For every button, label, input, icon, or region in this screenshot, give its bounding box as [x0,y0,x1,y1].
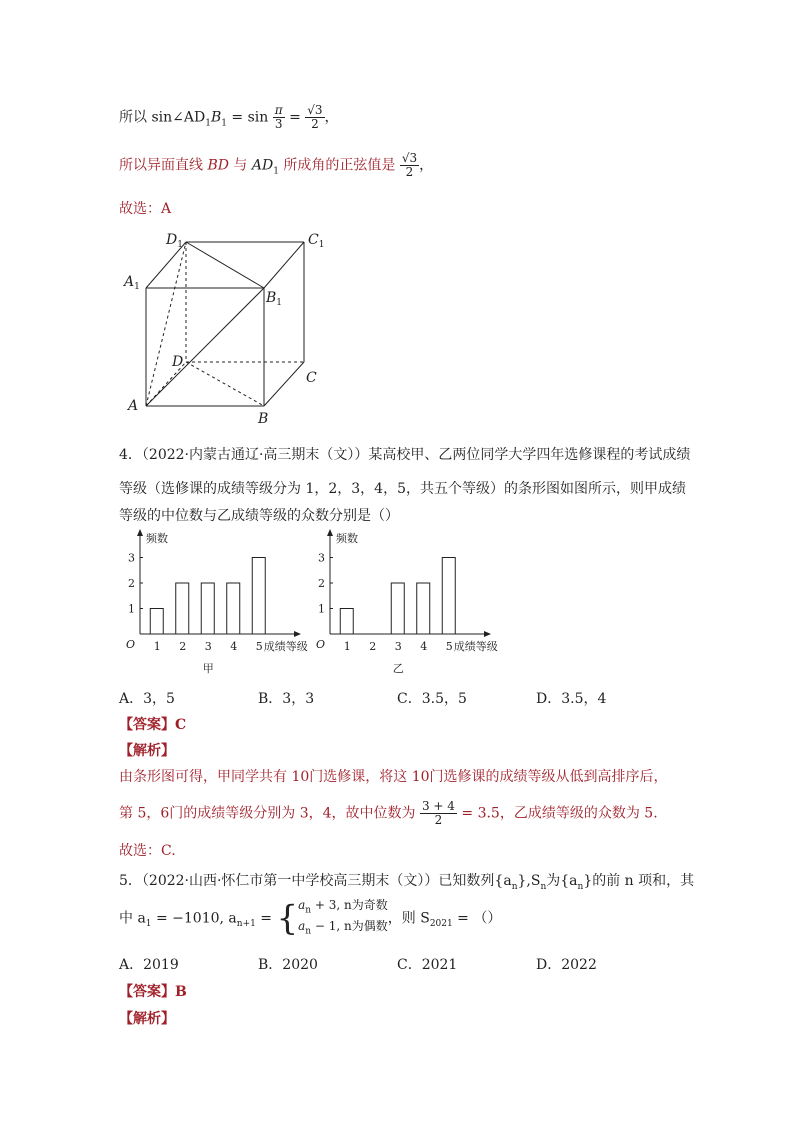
q4-analysis-heading: 【解析】 [119,743,175,759]
text: 所成角的正弦值是 [283,157,396,174]
q4-answer: 【答案】C [119,717,187,733]
bar-chart-jia [118,528,308,678]
bar-3 [391,583,404,634]
text: AD [251,157,274,174]
y-tick-label: 2 [318,577,325,590]
piecewise-cases [298,897,388,940]
q5-stem-line2 [119,897,501,940]
x-tick-label: 5 [255,640,263,653]
label-b1: $B_1$ [266,290,283,308]
bar-chart-yi [308,528,508,678]
x-axis-arrow [484,631,491,637]
y-tick-label: 3 [128,551,135,565]
origin-label: O [316,638,326,651]
text: = −1010, a [151,910,237,927]
q5-analysis-heading: 【解析】 [119,1011,175,1027]
text: = [255,910,277,927]
q4-option-d[interactable]: D．3.5，4 [536,691,607,707]
x-tick-label: 4 [230,640,238,653]
subscript: n [540,881,547,892]
denominator: 2 [405,165,414,179]
text: ， [324,109,339,126]
x-tick-label: 2 [179,640,187,653]
solution-line-sin [119,104,339,131]
y-axis-label: 频数 [336,532,358,545]
subscript: 1 [221,118,227,129]
label-a: A [128,398,139,414]
answer-choice-line: 故选：A [119,201,172,217]
numerator: √3 [401,151,418,165]
text: }的前 n 项和，其 [583,873,695,889]
q4-stem-line2: 等级（选修课的成绩等级分为 1，2，3，4，5，共五个等级）的条形图如图所示，则甲成绩 [119,481,686,497]
y-axis-arrow [137,529,143,536]
case-even: $a_n - 1$, n为偶数 [298,919,388,937]
text: 所以异面直线 [119,157,203,174]
bar-3 [201,583,214,634]
q4-solution-line1: 由条形图可得，甲同学共有 10门选修课，将这 10门选修课的成绩等级从低到高排序后， [119,769,668,785]
bar-4 [417,583,430,634]
x-tick-label: 1 [343,640,351,653]
text: B [210,109,222,126]
q5-option-c[interactable]: C．2021 [397,957,458,973]
label-c1: $C_1$ [308,232,325,250]
bar-1 [340,609,353,635]
origin-label: O [126,638,136,651]
x-axis-arrow [294,631,301,637]
text: = [289,109,306,126]
bar-1 [150,609,163,635]
denominator: 2 [434,813,443,827]
denominator: 3 [274,117,283,131]
hidden-diag-d-b [186,362,264,406]
fraction-sqrt3-over-2 [305,104,324,131]
x-axis-label: 成绩等级 [453,640,498,653]
q5-option-a[interactable]: A．2019 [119,957,179,973]
label-b: B [258,411,269,427]
y-axis-label: 频数 [146,532,168,545]
y-tick-label: 1 [318,602,325,616]
bar-5 [252,558,265,635]
hidden-diag-a-d1 [146,242,186,406]
denominator: 2 [311,117,319,131]
cube-figure [118,228,338,428]
chart-title: 乙 [392,662,404,675]
chart-title: 甲 [202,662,214,675]
q5-stem-line1 [119,870,694,892]
bar-5 [442,558,455,635]
subscript: n [577,881,584,892]
text: = （） [452,910,502,927]
q4-option-c[interactable]: C．3.5，5 [397,691,467,707]
text: 5．（2022·山西·怀仁市第一中学校高三期末（文））已知数列{a [119,873,512,889]
text: },S [517,873,541,889]
q4-stem-line1: 4．（2022·内蒙古通辽·高三期末（文））某高校甲、乙两位同学大学四年选修课程的考试成绩 [119,447,691,463]
label-d1: $D_1$ [166,232,183,250]
text: BD [207,157,229,174]
q5-answer: 【答案】B [119,984,187,1000]
fraction-sqrt3-over-2 [400,152,419,179]
text: 中 a [119,910,146,927]
diag-a-b1 [146,288,264,406]
edge-b-c [264,362,304,406]
numerator: √3 [307,103,323,117]
text: ，则 S [387,910,430,927]
numerator: π [274,103,283,117]
q5-option-b[interactable]: B．2020 [258,957,318,973]
bar-2 [176,583,189,634]
x-tick-label: 2 [369,640,377,653]
text: = sin [226,109,269,126]
q4-solution-line2 [119,800,658,827]
q4-option-a[interactable]: A．3，5 [119,691,175,707]
label-d: D [172,354,184,370]
x-tick-label: 4 [420,640,428,653]
x-axis-label: 成绩等级 [263,640,308,653]
q4-option-b[interactable]: B．3，3 [258,691,315,707]
numerator: 3 + 4 [421,799,455,813]
x-tick-label: 3 [204,640,212,653]
label-c: C [306,370,317,386]
text: = 3.5，乙成绩等级的众数为 5. [456,805,658,822]
diag-d1-b1 [186,242,264,288]
y-tick-label: 2 [128,577,135,590]
fraction-3-plus-4-over-2 [420,800,457,827]
subscript: 2021 [429,919,453,930]
q4-stem-line3: 等级的中位数与乙成绩等级的众数分别是（） [119,508,399,524]
x-tick-label: 3 [394,640,402,653]
subscript: 1 [205,118,211,129]
text: 第 5，6门的成绩等级分别为 3，4，故中位数为 [119,805,416,822]
y-tick-label: 3 [318,551,325,565]
bar-4 [227,583,240,634]
y-tick-label: 1 [128,602,135,616]
subscript: 1 [145,919,152,930]
edge-b1-c1 [264,242,304,288]
subscript: 1 [273,166,279,177]
x-tick-label: 1 [153,640,161,653]
fraction-pi-over-3 [273,104,285,131]
case-odd: $a_n + 3$, n为奇数 [298,898,388,916]
subscript: n [511,881,518,892]
q4-solution-line3: 故选：C. [119,843,176,859]
y-axis-arrow [327,529,333,536]
text: ， [419,157,434,174]
text: 与 [233,157,248,174]
solution-line-angle [119,152,433,179]
x-tick-label: 5 [445,640,453,653]
text: 所以 sin∠AD [119,109,206,126]
text: 为{a [546,873,578,889]
label-a1: $A_1$ [124,274,140,292]
subscript: n+1 [236,919,256,930]
q5-option-d[interactable]: D．2022 [536,957,597,973]
left-brace: { [276,898,299,939]
